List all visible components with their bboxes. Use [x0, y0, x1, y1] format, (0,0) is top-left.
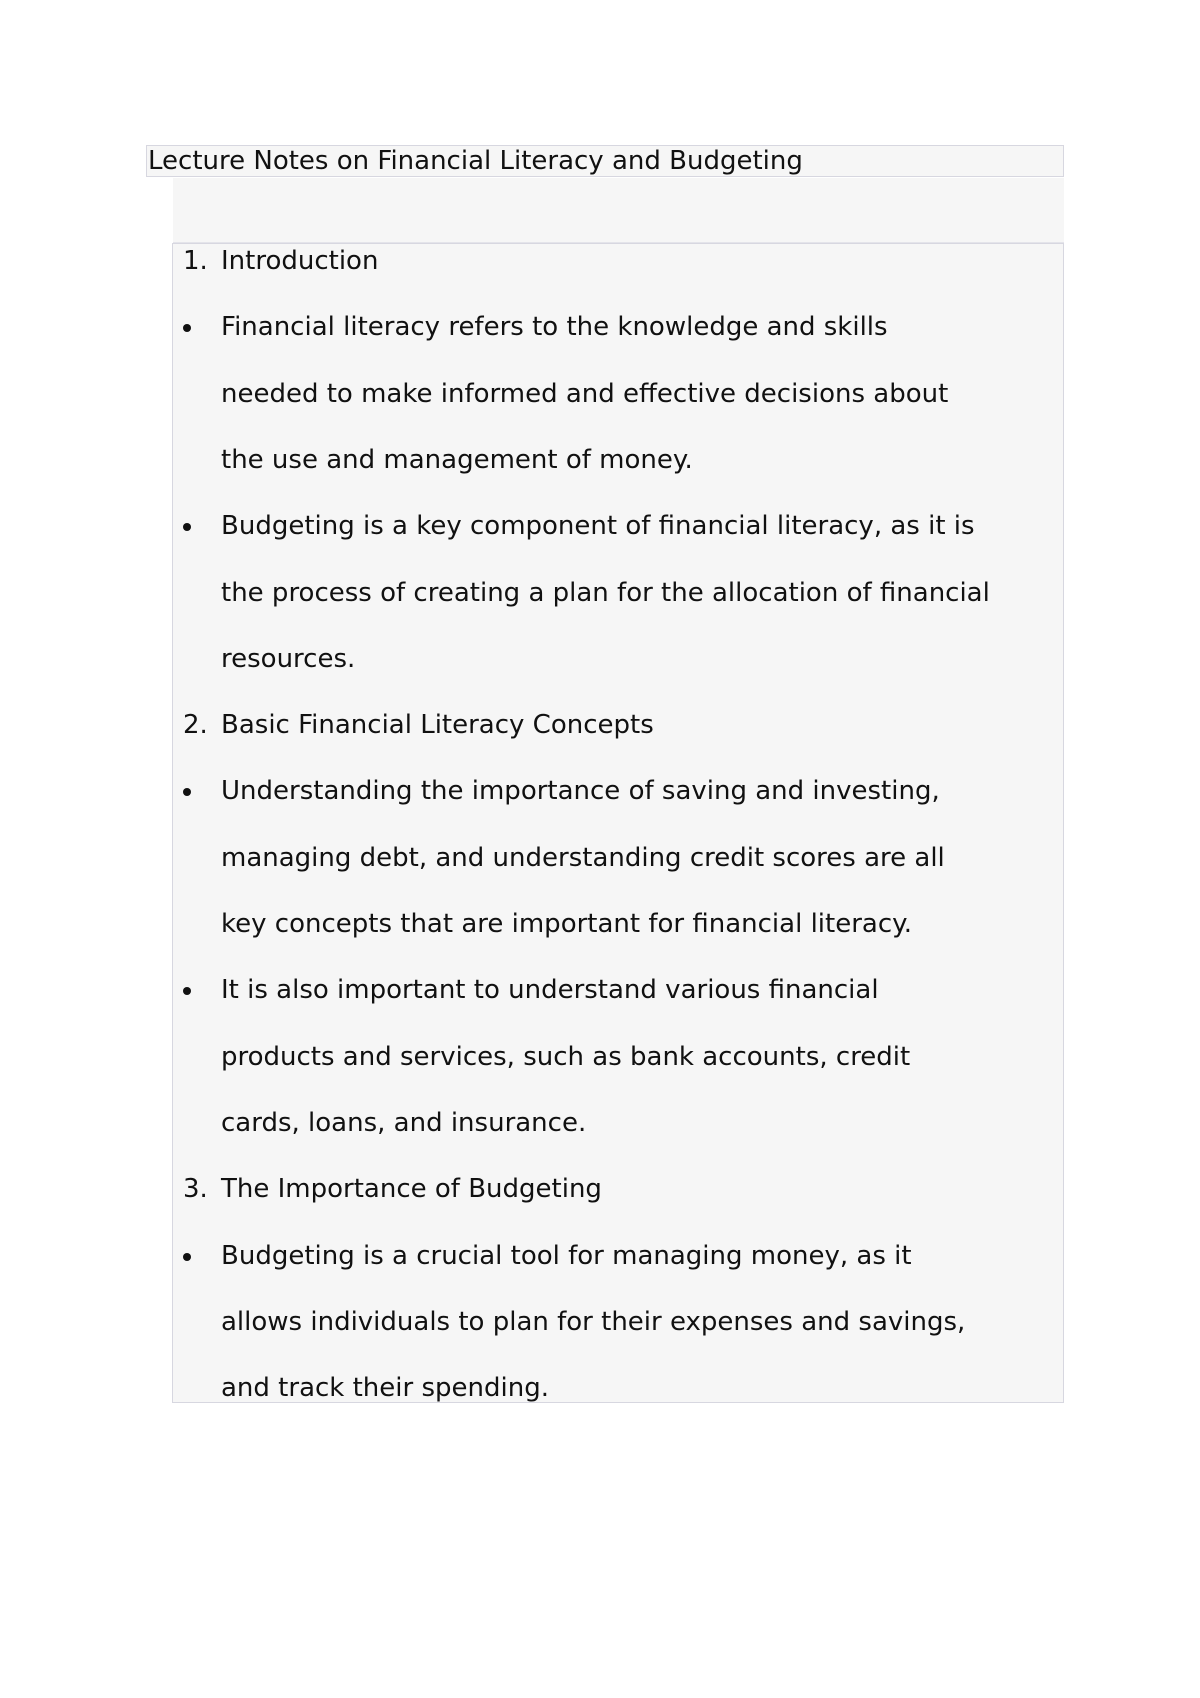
notes-content — [172, 243, 1064, 1403]
bullet-text: Budgeting is a key component of financial literacy, as it is — [221, 511, 975, 542]
bullet-text: and track their spending. — [221, 1373, 549, 1403]
bullet-dot-icon — [183, 788, 191, 796]
section-heading — [173, 710, 1063, 776]
bullet-text: It is also important to understand various financial — [221, 975, 879, 1006]
bullet-dot-icon — [183, 523, 191, 531]
document-title: Lecture Notes on Financial Literacy and Budgeting — [146, 145, 1064, 177]
section-heading — [173, 246, 1063, 312]
bullet-dot-icon — [183, 324, 191, 332]
bullet-text: allows individuals to plan for their expenses and savings, — [221, 1306, 966, 1337]
bullet-continuation — [173, 1307, 1063, 1373]
bullet-text: Understanding the importance of saving and investing, — [221, 776, 940, 807]
bullet-item — [173, 776, 1063, 842]
section-number: 1. — [183, 246, 208, 276]
bullet-item — [173, 1241, 1063, 1307]
bullet-text: key concepts that are important for financial literacy. — [221, 909, 913, 939]
bullet-text: products and services, such as bank accounts, credit — [221, 1041, 911, 1072]
bullet-text: needed to make informed and effective decisions about — [221, 378, 949, 409]
bullet-continuation — [173, 445, 1063, 511]
bullet-text: resources. — [221, 643, 356, 674]
bullet-text: Budgeting is a crucial tool for managing money, as it — [221, 1240, 912, 1271]
section-number: 3. — [183, 1174, 208, 1205]
bullet-text: the process of creating a plan for the allocation of financial — [221, 577, 990, 608]
bullet-continuation — [173, 379, 1063, 445]
section-number: 2. — [183, 710, 208, 741]
bullet-continuation — [173, 644, 1063, 710]
bullet-item — [173, 975, 1063, 1041]
bullet-text: the use and management of money. — [221, 444, 693, 475]
bullet-text: managing debt, and understanding credit scores are all — [221, 842, 945, 873]
bullet-continuation — [173, 843, 1063, 909]
bullet-dot-icon — [183, 987, 191, 995]
bullet-continuation — [173, 578, 1063, 644]
bullet-continuation — [173, 1373, 1063, 1403]
bullet-item — [173, 312, 1063, 378]
section-heading — [173, 1174, 1063, 1240]
bullet-text: Financial literacy refers to the knowledge and skills — [221, 312, 888, 343]
bullet-continuation — [173, 1108, 1063, 1174]
blank-spacer — [173, 178, 1064, 243]
section-heading-text: Introduction — [221, 246, 379, 276]
bullet-dot-icon — [183, 1253, 191, 1261]
bullet-text: cards, loans, and insurance. — [221, 1107, 587, 1138]
section-heading-text: The Importance of Budgeting — [221, 1174, 602, 1205]
bullet-item — [173, 511, 1063, 577]
section-heading-text: Basic Financial Literacy Concepts — [221, 710, 654, 741]
bullet-continuation — [173, 1042, 1063, 1108]
bullet-continuation — [173, 909, 1063, 975]
